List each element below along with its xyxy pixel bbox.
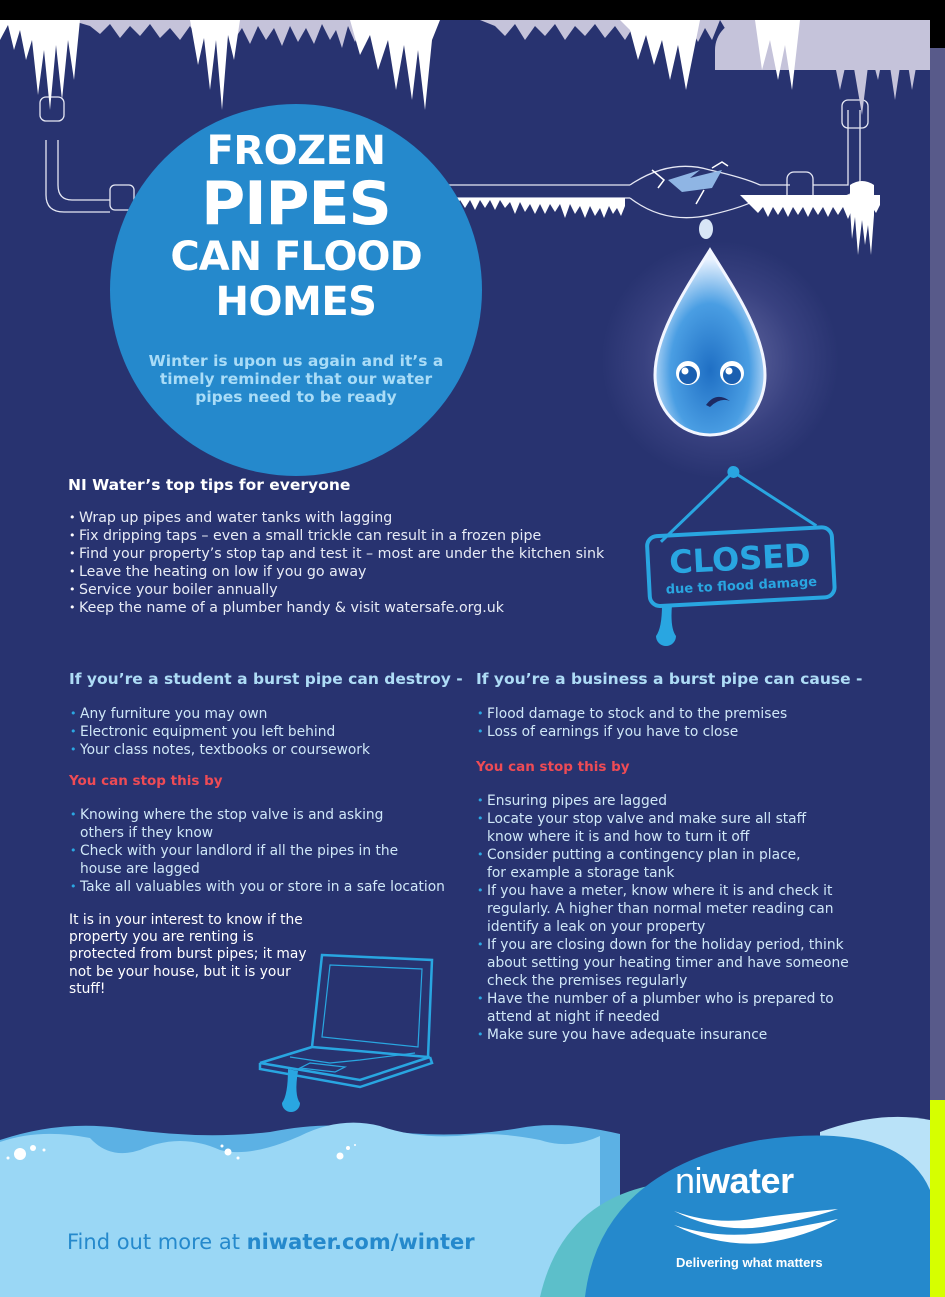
hero-line-2: PIPES — [201, 169, 391, 239]
business-stop-item: • If you are closing down for the holiday period, think about setting your heating timer and have someone check the premises regularly — [476, 936, 876, 990]
footer-cta — [67, 1230, 475, 1254]
tips-heading: NI Water’s top tips for everyone — [68, 476, 351, 494]
tip-item: • Wrap up pipes and water tanks with lagging — [68, 509, 628, 527]
student-heading: If you’re a student a burst pipe can destroy - — [69, 670, 463, 688]
student-damage-item: • Any furniture you may own — [69, 705, 459, 723]
logo-water: water — [702, 1160, 794, 1201]
business-stop-item: • Locate your stop valve and make sure all staff know where it is and how to turn it off — [476, 810, 876, 846]
logo-ni: ni — [675, 1160, 703, 1201]
business-stop-list — [476, 792, 876, 1044]
business-heading: If you’re a business a burst pipe can cause - — [476, 670, 863, 688]
top-black-bar — [0, 0, 945, 20]
svg-text:CLOSED: CLOSED — [668, 536, 812, 582]
dripping-laptop-icon — [250, 945, 450, 1115]
right-edge-strip — [930, 48, 945, 1100]
tip-item: • Find your property’s stop tap and test it – most are under the kitchen sink — [68, 545, 628, 563]
hero-line-4: HOMES — [215, 279, 377, 325]
tip-item: • Fix dripping taps – even a small trickle can result in a frozen pipe — [68, 527, 628, 545]
tip-item: • Service your boiler annually — [68, 581, 628, 599]
icicles-decoration — [0, 20, 930, 140]
logo-tagline: Delivering what matters — [676, 1255, 823, 1270]
business-stop-item: • If you have a meter, know where it is and check it regularly. A higher than normal meter reading can identify a leak on your property — [476, 882, 876, 936]
business-stop-item: • Make sure you have adequate insurance — [476, 1026, 876, 1044]
business-damage-list — [476, 705, 876, 741]
tip-item: • Keep the name of a plumber handy & visit watersafe.org.uk — [68, 599, 628, 617]
closed-sign-icon — [620, 460, 850, 660]
sad-droplet-icon — [640, 215, 780, 455]
student-stop-heading: You can stop this by — [69, 773, 223, 789]
student-note: It is in your interest to know if the property you are renting is protected from burst pipes; it may not be your house, but it is your stuff! — [69, 912, 307, 997]
logo-waves-icon — [672, 1205, 840, 1245]
business-damage-item: • Loss of earnings if you have to close — [476, 723, 876, 741]
hero-line-1: FROZEN — [206, 128, 386, 174]
tip-item: • Leave the heating on low if you go away — [68, 563, 628, 581]
hero-title — [110, 128, 482, 324]
footer-cta-prefix: Find out more at — [67, 1230, 247, 1254]
business-stop-item: • Have the number of a plumber who is prepared to attend at night if needed — [476, 990, 876, 1026]
niwater-logo — [675, 1160, 794, 1202]
hero-subtitle: Winter is upon us again and it’s a timely reminder that our water pipes need to be ready — [148, 352, 444, 406]
student-damage-list — [69, 705, 459, 759]
student-stop-item: • Knowing where the stop valve is and asking others if they know — [69, 806, 459, 842]
business-damage-item: • Flood damage to stock and to the premises — [476, 705, 876, 723]
hero-line-3: CAN FLOOD — [170, 234, 422, 280]
footer-link[interactable]: niwater.com/winter — [246, 1230, 475, 1254]
student-damage-item: • Your class notes, textbooks or coursework — [69, 741, 459, 759]
student-stop-item: • Check with your landlord if all the pipes in the house are lagged — [69, 842, 459, 878]
student-stop-list — [69, 806, 459, 896]
svg-text:due to flood damage: due to flood damage — [665, 574, 818, 598]
student-damage-item: • Electronic equipment you left behind — [69, 723, 459, 741]
business-stop-heading: You can stop this by — [476, 759, 630, 775]
business-stop-item: • Ensuring pipes are lagged — [476, 792, 876, 810]
tips-list — [68, 509, 628, 617]
student-stop-item: • Take all valuables with you or store in a safe location — [69, 878, 459, 896]
business-stop-item: • Consider putting a contingency plan in place, for example a storage tank — [476, 846, 876, 882]
